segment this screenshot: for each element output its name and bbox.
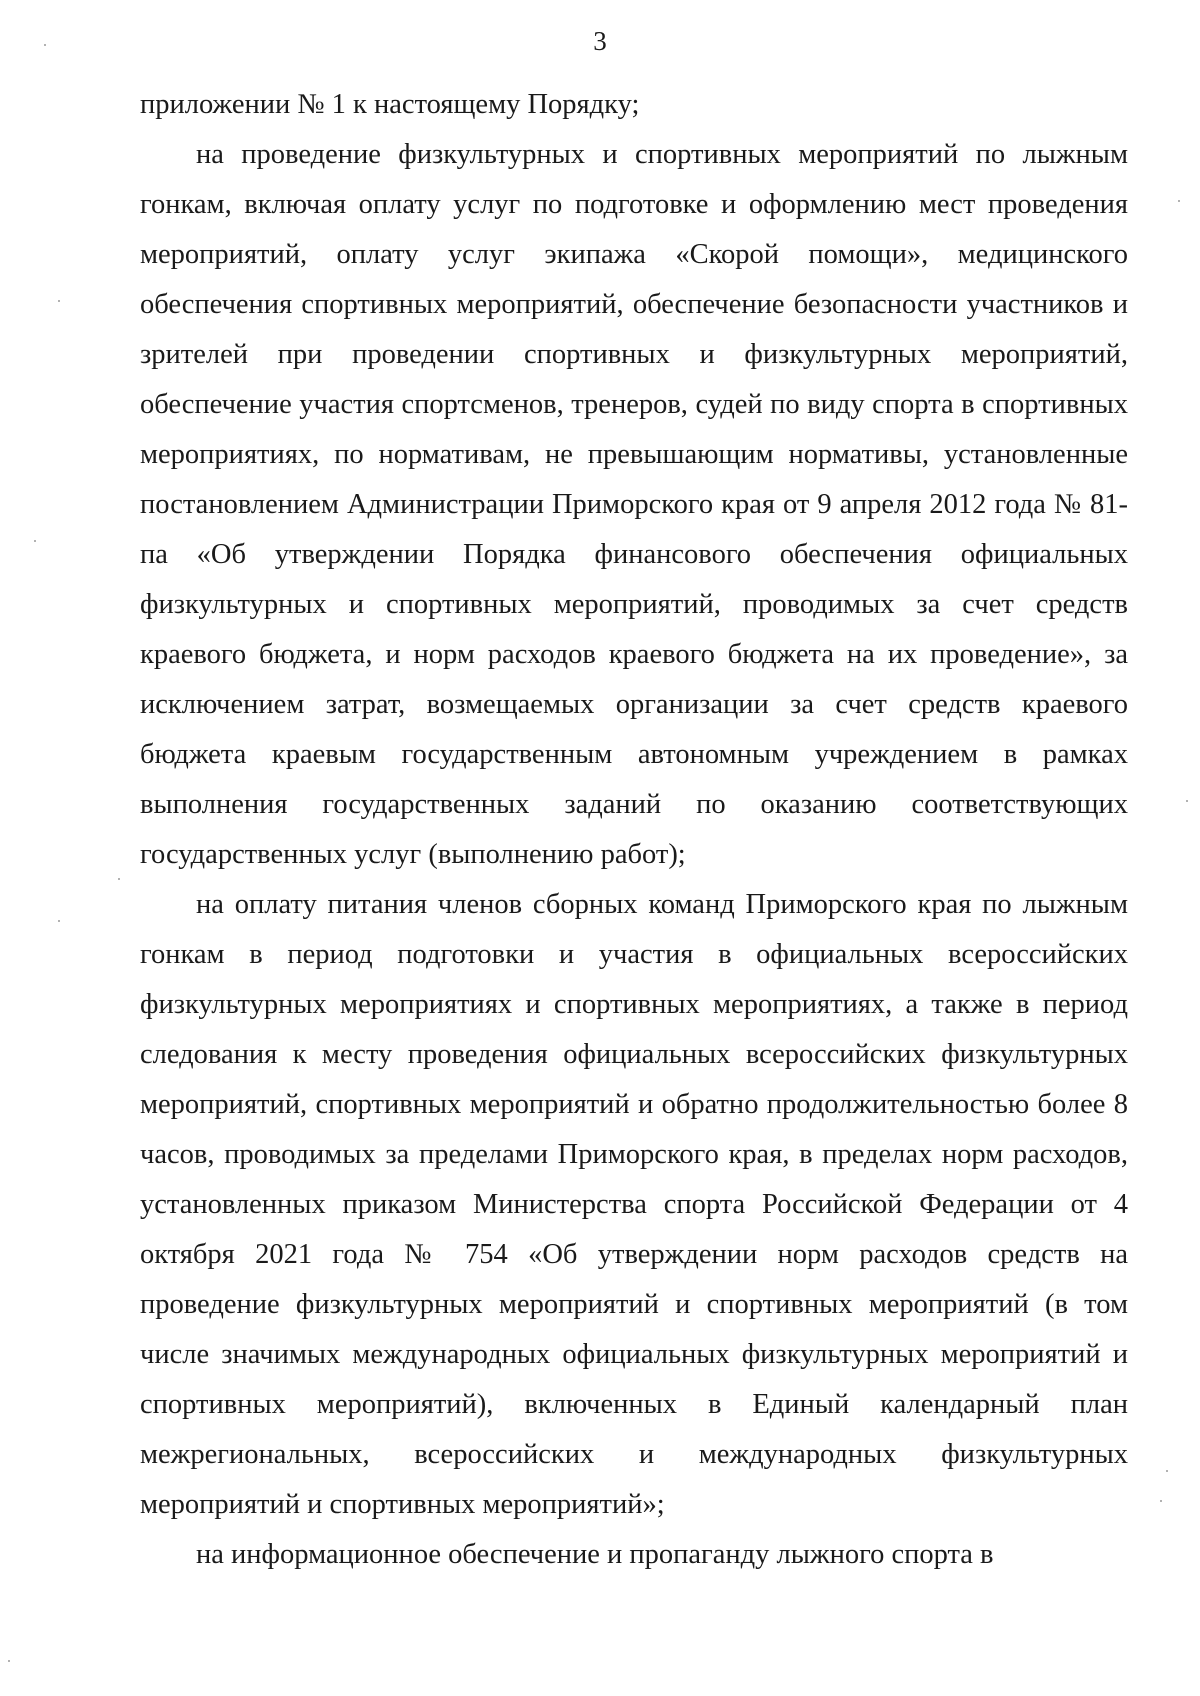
- scan-speck: [34, 540, 36, 542]
- page-number: 3: [593, 26, 607, 56]
- scan-speck: [1160, 1500, 1162, 1502]
- scan-speck: [8, 1660, 10, 1662]
- scan-speck: [1166, 1470, 1168, 1472]
- scan-speck: [1186, 800, 1188, 802]
- paragraph-continuation: приложении № 1 к настоящему Порядку;: [140, 89, 640, 120]
- paragraph-meal-payment: на оплату питания членов сборных команд Приморского края по лыжным гонкам в период подготовки и участия в официальных всероссийских физкультурных мероприятиях и спортивных мероприятиях, а также в период следования к месту проведения официальных всероссийских физкультурных мероприятий, спортивных мероприятий и обратно продолжительностью более 8 часов, проводимых за пределами Приморского края, в пределах норм расходов, установленных приказом Министерства спорта Российской Федерации от 4 октября 2021 года № 754 «Об утверждении норм расходов средств на проведение физкультурных мероприятий и спортивных мероприятий (в том числе значимых международных официальных физкультурных мероприятий и спортивных мероприятий), включенных в Единый календарный план межрегиональных, всероссийских и международных физкультурных мероприятий и спортивных мероприятий»;: [140, 889, 1128, 1520]
- scan-speck: [58, 300, 60, 302]
- scan-speck: [1178, 200, 1180, 202]
- scan-speck: [118, 878, 120, 880]
- scan-speck: [44, 44, 46, 46]
- document-body: [140, 80, 1128, 1580]
- paragraph-event-funding: на проведение физкультурных и спортивных мероприятий по лыжным гонкам, включая оплату услуг по подготовке и оформлению мест проведения мероприятий, оплату услуг экипажа «Скорой помощи», медицинского обеспечения спортивных мероприятий, обеспечение безопасности участников и зрителей при проведении спортивных и физкультурных мероприятий, обеспечение участия спортсменов, тренеров, судей по виду спорта в спортивных мероприятиях, по нормативам, не превышающим нормативы, установленные постановлением Администрации Приморского края от 9 апреля 2012 года № 81-па «Об утверждении Порядка финансового обеспечения официальных физкультурных и спортивных мероприятий, проводимых за счет средств краевого бюджета, и норм расходов краевого бюджета на их проведение», за исключением затрат, возмещаемых организации за счет средств краевого бюджета краевым государственным автономным учреждением в рамках выполнения государственных заданий по оказанию соответствующих государственных услуг (выполнению работ);: [140, 139, 1128, 870]
- paragraph-information-support: на информационное обеспечение и пропаганду лыжного спорта в: [196, 1539, 994, 1570]
- scan-speck: [58, 920, 60, 922]
